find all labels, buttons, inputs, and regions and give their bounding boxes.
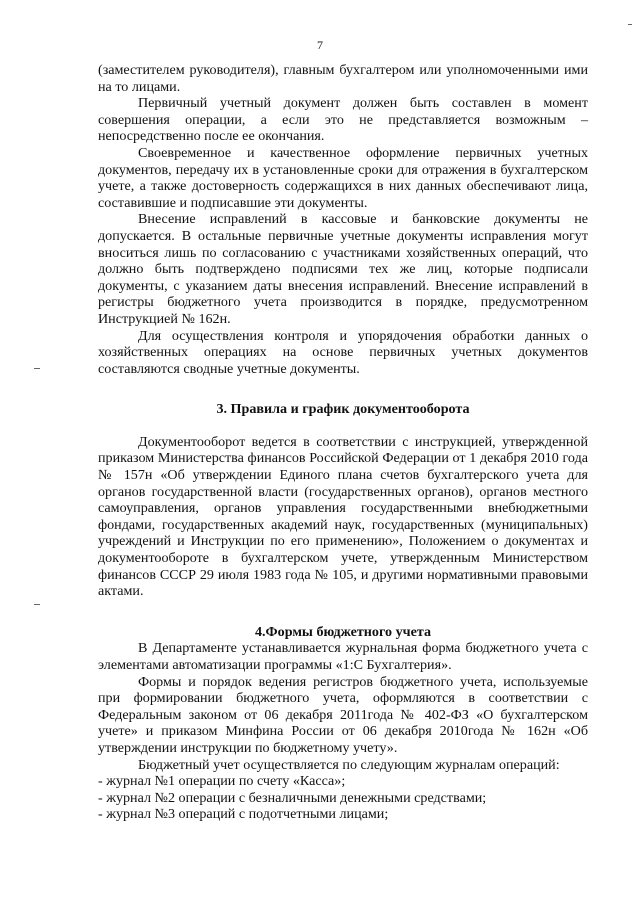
- scan-mark: [628, 24, 632, 25]
- document-body: [98, 62, 588, 823]
- scan-mark: [34, 604, 40, 605]
- scan-mark: [34, 368, 40, 369]
- paragraph: Своевременное и качественное оформление первичных учетных документов, передачу их в установленные сроки для отражения в бухгалтерском учете, а также достоверность содержащихся в них данных обеспечивают лица, составившие и подписавшие эти документы.: [98, 144, 588, 211]
- journal-list: [98, 773, 588, 823]
- list-item: - журнал №3 операций с подотчетными лицами;: [98, 806, 389, 823]
- list-item: - журнал №1 операции по счету «Касса»;: [98, 773, 346, 790]
- paragraph: В Департаменте устанавливается журнальная форма бюджетного учета с элементами автоматизации программы «1:С Бухгалтерия».: [98, 640, 588, 673]
- paragraph: Для осуществления контроля и упорядочения обработки данных о хозяйственных операциях на основе первичных учетных документов составляются сводные учетные документы.: [98, 327, 588, 377]
- paragraph: Внесение исправлений в кассовые и банковские документы не допускается. В остальные первичные учетные документы исправления могут вноситься лишь по согласованию с участниками хозяйственных операций, что должно быть подтверждено подписями тех же лиц, которые подписали документы, с указанием даты внесения исправлений. Внесение исправлений в регистры бюджетного учета производится в порядке, предусмотренном Инструкцией № 162н.: [98, 211, 588, 327]
- paragraph: Бюджетный учет осуществляется по следующим журналам операций:: [138, 756, 560, 773]
- paragraph: Первичный учетный документ должен быть составлен в момент совершения операции, а если это не представляется возможным – непосредственно после ее окончания.: [98, 95, 588, 145]
- paragraph: Формы и порядок ведения регистров бюджетного учета, используемые при формировании бюджетного учета, оформляются в соответствии с Федеральным законом от 06 декабря 2011года № 402-ФЗ «О бухгалтерском учете» и приказом Минфина России от 06 декабря 2010года № 162н «Об утверждении инструкции по бюджетному учету».: [98, 673, 588, 756]
- paragraph: Документооборот ведется в соответствии с инструкцией, утвержденной приказом Министерства финансов Российской Федерации от 1 декабря 2010 года № 157н «Об утверждении Единого плана счетов бухгалтерского учета для органов государственной власти (государственных органов), органов местного самоуправления, органов управления государственными внебюджетными фондами, государственных академий наук, государственных (муниципальных) учреждений и Инструкции по его применению», Положением о документах и документообороте в бухгалтерском учете, утвержденным Министерством финансов СССР 29 июля 1983 года № 105, и другими нормативными правовыми актами.: [98, 433, 588, 600]
- list-item: - журнал №2 операции с безналичными денежными средствами;: [98, 789, 487, 806]
- section-heading-3: 3. Правила и график документооборота: [216, 401, 470, 418]
- page-number: 7: [317, 38, 323, 52]
- paragraph-continuation: (заместителем руководителя), главным бухгалтером или уполномоченными ими на то лицами.: [98, 62, 588, 95]
- section-heading-4: 4.Формы бюджетного учета: [254, 623, 431, 640]
